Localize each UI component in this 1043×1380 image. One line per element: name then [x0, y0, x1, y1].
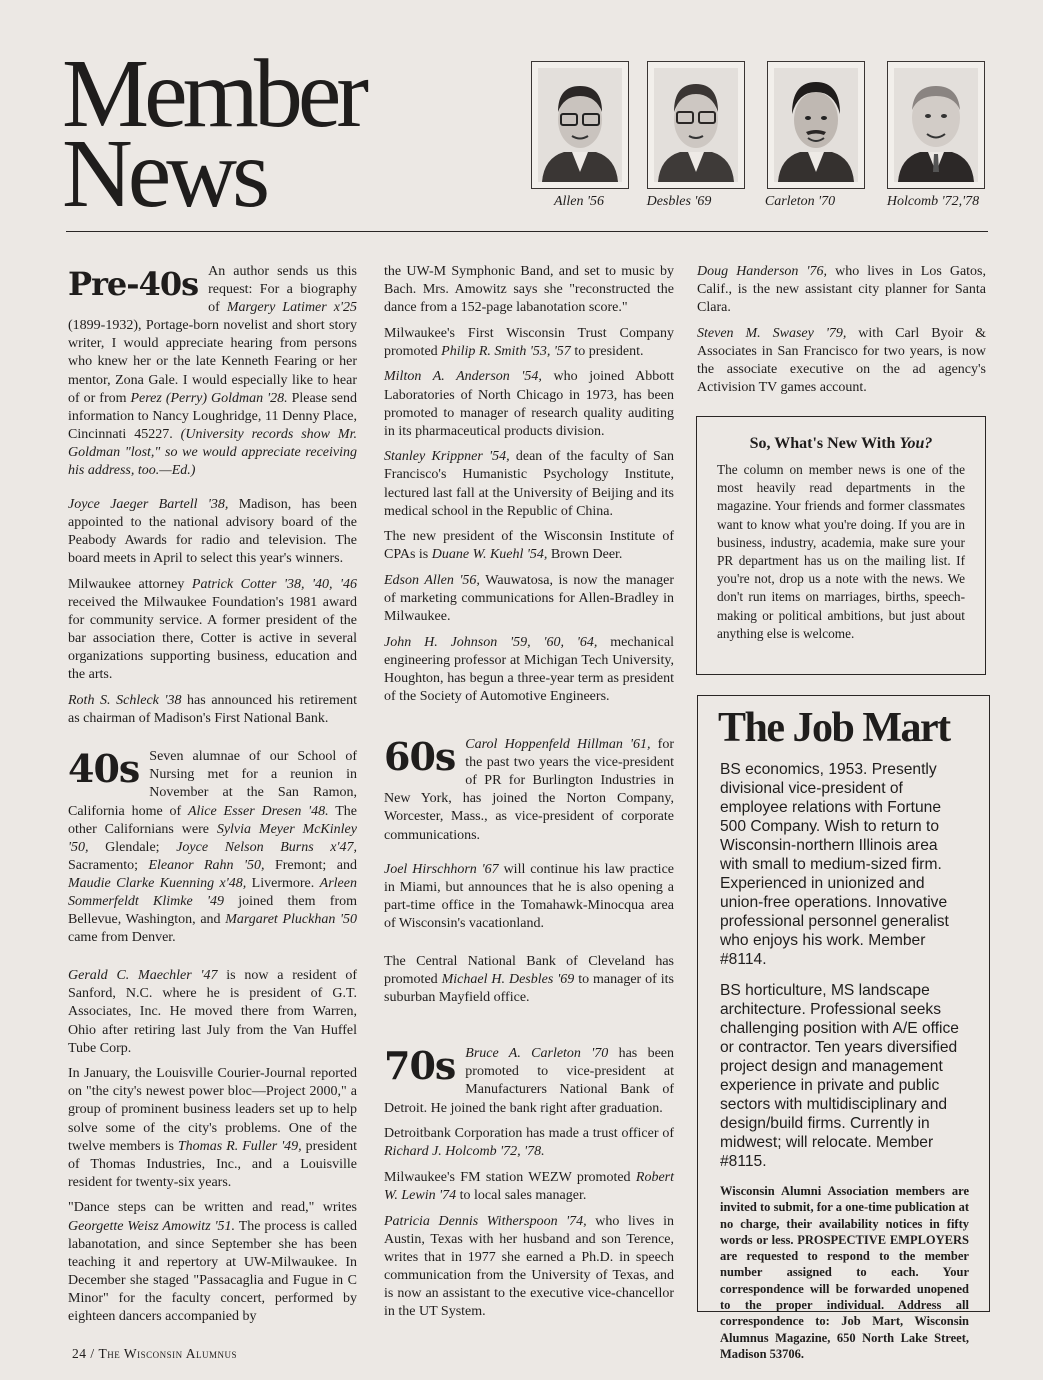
job-mart-box	[697, 695, 990, 1361]
text-run: Milwaukee's First Wisconsin Trust Company promoted	[384, 325, 674, 359]
text-run: The Central National Bank of Cleveland has promoted	[384, 954, 674, 988]
article-paragraph	[68, 576, 357, 685]
article-paragraph	[68, 263, 357, 480]
page-number: 24 /	[72, 1346, 99, 1361]
text-run: The new president of the Wisconsin Institute of CPAs is	[384, 529, 674, 563]
alumni-name: Steven M. Swasey '79,	[697, 325, 847, 341]
article-paragraph	[384, 634, 674, 706]
text-run: received the Milwaukee Foundation's 1981 award for community service. A former president of the bar association there, Cotter is active in several organizations supporting business, education and the arts.	[68, 595, 357, 683]
alumni-name: Roth S. Schleck '38	[68, 693, 182, 709]
text-run: to president.	[570, 343, 644, 359]
whats-new-body: The column on member news is one of the most heavily read departments in the magazine. Your friends and former classmates want to know what you're doing. If you are in business, industry, academia, make sure your PR department has us on the mailing list. If you're not, drop us a note with the news. We don't run items on marriages, births, speech-making or political ambitions, but just about anything else is welcome.	[717, 462, 965, 641]
article-paragraph	[384, 263, 674, 317]
header-divider	[66, 231, 988, 232]
publication-name: The Wisconsin Alumnus	[98, 1346, 238, 1361]
text-run: An author sends us this request: For a biography of	[208, 264, 357, 316]
text-run: will continue his law practice in Miami, but announces that he is also opening a part-time office in the Tomahawk-Minocqua area of Wisconsin's vacationland.	[384, 861, 674, 931]
alumni-name: Philip R. Smith '53, '57	[441, 343, 571, 359]
section-heading-60s: 60s	[384, 734, 456, 780]
text-run: Milwaukee attorney	[68, 577, 192, 592]
text-run: "Dance steps can be written and read," writes	[68, 1200, 357, 1216]
column-3	[697, 263, 986, 405]
article-paragraph	[384, 1169, 674, 1205]
article-paragraph	[68, 967, 357, 1057]
alumni-name: Carol Hoppenfeld Hillman '61,	[465, 737, 651, 753]
portrait-icon	[538, 68, 622, 182]
text-run: who lives in Los Gatos, Calif., is the new assistant city planner for Santa Clara.	[697, 264, 987, 316]
alumni-name: Doug Handerson '76,	[697, 264, 827, 279]
text-run: who joined Abbott Laboratories of North Chicago in 1973, has been promoted to manager of research quality auditing in its pharmaceutical products division.	[384, 369, 674, 439]
page-footer	[72, 1346, 237, 1362]
column-2	[384, 263, 674, 1329]
alumni-name: Richard J. Holcomb '72, '78.	[384, 1144, 545, 1160]
section-heading-pre40s: Pre-40s	[68, 265, 199, 303]
whats-new-heading: So, What's New With You?	[749, 435, 933, 452]
whats-new-box	[696, 416, 986, 675]
text-run: the UW-M Symphonic Band, and set to music by Bach. Mrs. Amowitz says she "reconstructed the dance from a 152-page labanotation score."	[384, 264, 674, 316]
portrait-carleton	[767, 61, 865, 189]
article-paragraph	[697, 325, 986, 397]
alumni-name: Sylvia Meyer McKinley '50,	[68, 821, 357, 855]
alumni-name: Edson Allen '56,	[384, 572, 480, 588]
text-run: The process is called labanotation, and since September she has been teaching it and repertory at UW-Milwaukee. In December she staged "Passacaglia and Fugue in C Minor" for the faculty concert, performed by eighteen dancers accompanied by	[68, 1218, 357, 1324]
alumni-name: Gerald C. Maechler '47	[68, 968, 218, 984]
alumni-name: Thomas R. Fuller '49,	[177, 1138, 302, 1154]
text-run: (1899-1932), Portage-born novelist and short story writer, I would appreciate hearing from persons who knew her or the late Kenneth Fearing or her mentor, Zona Gale. I would especially like to hear of or from	[68, 318, 357, 406]
alumni-name: Stanley Krippner '54,	[384, 449, 510, 465]
text-run: has been promoted to vice-president at Manufacturers National Bank of Detroit. He joined the bank right after graduation.	[384, 1046, 675, 1116]
text-run: who lives in Austin, Texas with her husband and son Terence, writes that in 1977 she earned a Ph.D. in speech communication from the University of Texas, and is now an assistant to the executive vice-chancellor in the UT System.	[384, 1213, 674, 1319]
text-run: Madison, has been appointed to the national advisory board of the Peabody Awards for radio and television. The board meets in April to select this year's winners.	[68, 497, 358, 567]
alumni-name: Joyce Jaeger Bartell '38,	[68, 497, 229, 513]
article-paragraph	[68, 748, 357, 947]
text-run: for the past two years the vice-president of PR for Burlington Industries in New York, has joined the Norton Company, Worcester, Mass., as vice-president of corporate communications.	[384, 737, 675, 843]
text-run: Wauwatosa, is now the manager of marketing communications for Allen-Bradley in Milwaukee.	[384, 572, 674, 625]
text-run: In January, the Louisville Courier-Journal reported on "the city's newest power bloc—Project 2000," a group of prominent business leaders set up to help solve some of the city's problems. One of the twelve members is	[68, 1066, 357, 1154]
article-paragraph	[384, 736, 674, 845]
text-run: The other Californians were	[68, 803, 358, 837]
text-run: has announced his retirement as chairman of Madison's First National Bank.	[68, 693, 358, 727]
text-run: Livermore.	[246, 875, 320, 891]
alumni-name: Perez (Perry) Goldman '28.	[130, 390, 288, 406]
portrait-holcomb	[887, 61, 985, 189]
alumni-name: Joyce Nelson Burns x'47,	[176, 839, 358, 855]
article-paragraph	[384, 528, 674, 564]
photo-caption: Holcomb '72,'78	[886, 194, 980, 209]
article-paragraph	[384, 1213, 674, 1322]
text-run: dean of the faculty of San Francisco's Humanistic Psychology Institute, lectured last fall at the University of Beijing and its medical school in the Republic of China.	[384, 449, 674, 519]
portrait-icon	[894, 68, 978, 182]
text-run: Fremont; and	[264, 857, 357, 873]
text-run: Sacramento;	[68, 857, 149, 873]
alumni-name: John H. Johnson '59, '60, '64,	[384, 634, 598, 650]
alumni-name: Alice Esser Dresen '48.	[187, 803, 329, 819]
article-paragraph	[384, 448, 674, 520]
alumni-name: Patricia Dennis Witherspoon '74,	[384, 1213, 587, 1229]
photo-caption: Carleton '70	[764, 194, 836, 209]
alumni-name: Patrick Cotter '38, '40, '46	[191, 577, 357, 592]
alumni-name: Margery Latimer x'25	[226, 300, 357, 316]
column-1	[68, 263, 357, 1334]
article-paragraph	[384, 368, 674, 440]
text-run: Brown Deer.	[547, 547, 623, 563]
article-paragraph	[68, 692, 357, 728]
article-paragraph	[384, 1125, 674, 1161]
job-listing: BS horticulture, MS landscape architecture. Professional seeks challenging position with A/E office or contractor. Ten years diversified project design and management experience in private and public sectors with multidisciplinary and design/build firms. Currently in midwest; will relocate. Member #8115.	[720, 982, 959, 1170]
photo-caption: Desbles '69	[646, 194, 712, 209]
portrait-icon	[654, 68, 738, 182]
text-run: Please send information to Nancy Loughridge, 11 Denny Place, Cincinnati 45227.	[68, 390, 357, 442]
article-paragraph	[384, 861, 674, 933]
section-heading-70s: 70s	[384, 1043, 456, 1089]
alumni-name: Georgette Weisz Amowitz '51.	[68, 1218, 236, 1234]
alumni-name: Joel Hirschhorn '67	[384, 861, 499, 877]
alumni-name: Maudie Clarke Kuenning x'48,	[68, 875, 247, 891]
alumni-name: Eleanor Rahn '50,	[148, 857, 265, 873]
portrait-desbles	[647, 61, 745, 189]
title-line-1: Member	[62, 40, 364, 148]
article-paragraph	[68, 1065, 357, 1192]
text-run: is now a resident of Sanford, N.C. where he is president of G.T. Associates, Inc. He moved there from Warren, Ohio after retiring last July from the Van Huffel Tube Corp.	[68, 968, 357, 1056]
job-mart-heading: The Job Mart	[718, 705, 950, 751]
alumni-name: Michael H. Desbles '69	[441, 972, 575, 988]
photo-caption: Allen '56	[553, 194, 605, 209]
title-line-2: News	[62, 120, 266, 228]
article-paragraph	[384, 1045, 674, 1117]
alumni-name: Duane W. Kuehl '54,	[431, 547, 548, 563]
article-paragraph	[384, 953, 674, 1007]
alumni-name: Bruce A. Carleton '70	[465, 1046, 609, 1062]
article-paragraph	[68, 1199, 357, 1326]
text-run: mechanical engineering professor at Michigan Tech University, Houghton, has begun a three-year term as president of the Society of Automotive Engineers.	[384, 634, 674, 704]
text-run: Milwaukee's FM station WEZW promoted	[384, 1169, 636, 1185]
text-run: joined them from Bellevue, Washington, and	[68, 894, 357, 928]
text-run: Detroitbank Corporation has made a trust officer of	[384, 1126, 674, 1142]
text-run: to local sales manager.	[456, 1187, 587, 1203]
text-run: came from Denver.	[68, 930, 176, 946]
alumni-name: Milton A. Anderson '54,	[384, 369, 542, 385]
alumni-name: (University records show Mr. Goldman "lost," so we would appreciate receiving his address, too.—Ed.)	[68, 426, 357, 479]
article-paragraph	[697, 263, 986, 317]
portrait-allen	[531, 61, 629, 189]
portrait-icon	[774, 68, 858, 182]
alumni-name: Robert W. Lewin '74	[384, 1169, 674, 1203]
job-mart-note: Wisconsin Alumni Association members are invited to submit, for a one-time publication at no charge, their availability notices in fifty words or less. PROSPECTIVE EMPLOYERS are requested to respond to the member number assigned to each. Your correspondence will be forwarded unopened to the proper individual. Address all correspondence to: Job Mart, Wisconsin Alumnus Magazine, 650 North Lake Street, Madison 53706.	[720, 1184, 969, 1361]
page-title	[62, 40, 364, 228]
article-paragraph	[384, 325, 674, 361]
text-run: Seven alumnae of our School of Nursing met for a reunion in November at the San Ramon, California home of	[68, 749, 357, 819]
text-run: president of Thomas Industries, Inc., and a Louisville resident for twenty-six years.	[68, 1138, 357, 1190]
job-listing: BS economics, 1953. Presently divisional vice-president of employee relations with Fortune 500 Company. Wish to return to Wisconsin-northern Illinois area with small to medium-sized firm. Experienced in unionized and union-free operations. Innovative professional personnel generalist who enjoys his work. Member #8114.	[720, 761, 949, 968]
text-run: to manager of its suburban Mayfield office.	[384, 972, 674, 1006]
text-run: with Carl Byoir & Associates in San Francisco for two years, is now the associate executive on the ad agency's Activision TV games account.	[697, 325, 986, 396]
alumni-name: Margaret Pluckhan '50	[225, 912, 357, 928]
alumni-name: Arleen Sommerfeldt Klimke '49	[68, 875, 357, 909]
article-paragraph	[68, 496, 357, 568]
section-heading-40s: 40s	[68, 746, 140, 792]
article-paragraph	[384, 572, 674, 626]
text-run: Glendale;	[88, 839, 177, 855]
